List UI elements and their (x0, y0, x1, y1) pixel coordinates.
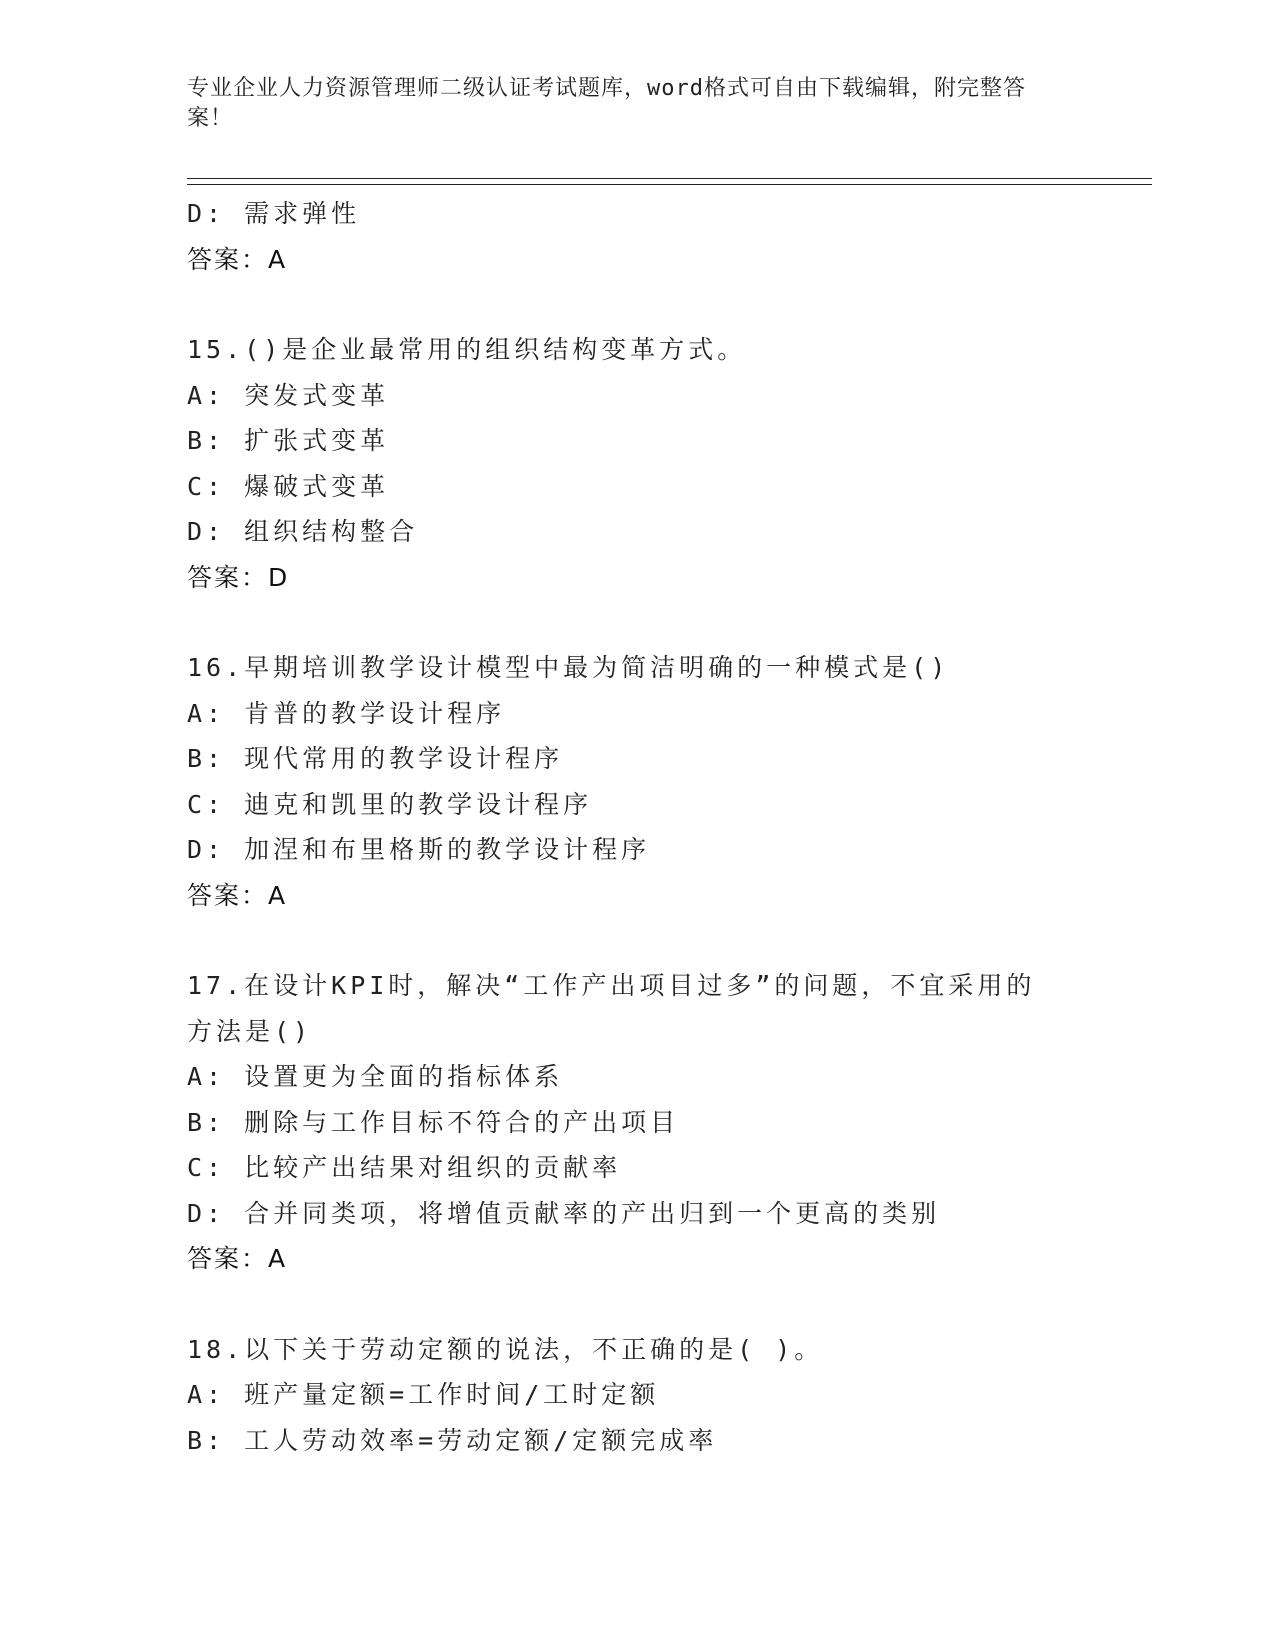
question-stem: 18.以下关于劳动定额的说法，不正确的是( )。 (187, 1334, 824, 1364)
answer-label: 答案： (187, 880, 269, 910)
question-15 (187, 327, 1147, 600)
question-stem: 16.早期培训教学设计模型中最为简洁明确的一种模式是() (187, 653, 950, 682)
option-c: C: 比较产出结果对组织的贡献率 (187, 1153, 622, 1182)
question-18 (187, 1327, 1147, 1464)
answer-line (187, 873, 1147, 919)
answer-value: A (268, 244, 286, 274)
answer-line (187, 1236, 1147, 1282)
option-c: C: 爆破式变革 (187, 471, 390, 501)
option-d: D: 需求弹性 (187, 199, 361, 228)
question-16 (187, 645, 1147, 918)
option-d: D: 组织结构整合 (187, 517, 419, 546)
answer-value: D (268, 562, 288, 592)
answer-value: A (268, 1244, 286, 1273)
question-list (187, 191, 1147, 1463)
option-b: B: 扩张式变革 (187, 426, 390, 455)
previous-question-tail (187, 191, 1147, 282)
option-d: D: 加涅和布里格斯的教学设计程序 (187, 835, 651, 864)
option-a: A: 设置更为全面的指标体系 (187, 1062, 564, 1091)
question-17 (187, 963, 1147, 1282)
document-header: 专业企业人力资源管理师二级认证考试题库，word格式可自由下载编辑，附完整答案！ (187, 76, 1026, 131)
option-b: B: 删除与工作目标不符合的产出项目 (187, 1107, 680, 1137)
option-a: A: 突发式变革 (187, 380, 390, 410)
option-d: D: 合并同类项，将增值贡献率的产出归到一个更高的类别 (187, 1198, 941, 1228)
option-a: A: 肯普的教学设计程序 (187, 698, 506, 728)
question-stem: 17.在设计KPI时，解决“工作产出项目过多”的问题，不宜采用的方法是() (187, 971, 1036, 1046)
answer-label: 答案： (187, 562, 269, 592)
answer-line (187, 555, 1147, 601)
question-stem: 15.()是企业最常用的组织结构变革方式。 (187, 335, 747, 364)
option-b: B: 现代常用的教学设计程序 (187, 744, 564, 773)
answer-line (187, 237, 1147, 283)
option-a: A: 班产量定额=工作时间/工时定额 (187, 1380, 660, 1409)
option-c: C: 迪克和凯里的教学设计程序 (187, 789, 593, 819)
answer-value: A (268, 880, 286, 910)
answer-label: 答案： (187, 244, 269, 274)
header-divider (187, 178, 1152, 185)
answer-label: 答案： (187, 1244, 269, 1273)
option-b: B: 工人劳动效率=劳动定额/定额完成率 (187, 1425, 718, 1455)
